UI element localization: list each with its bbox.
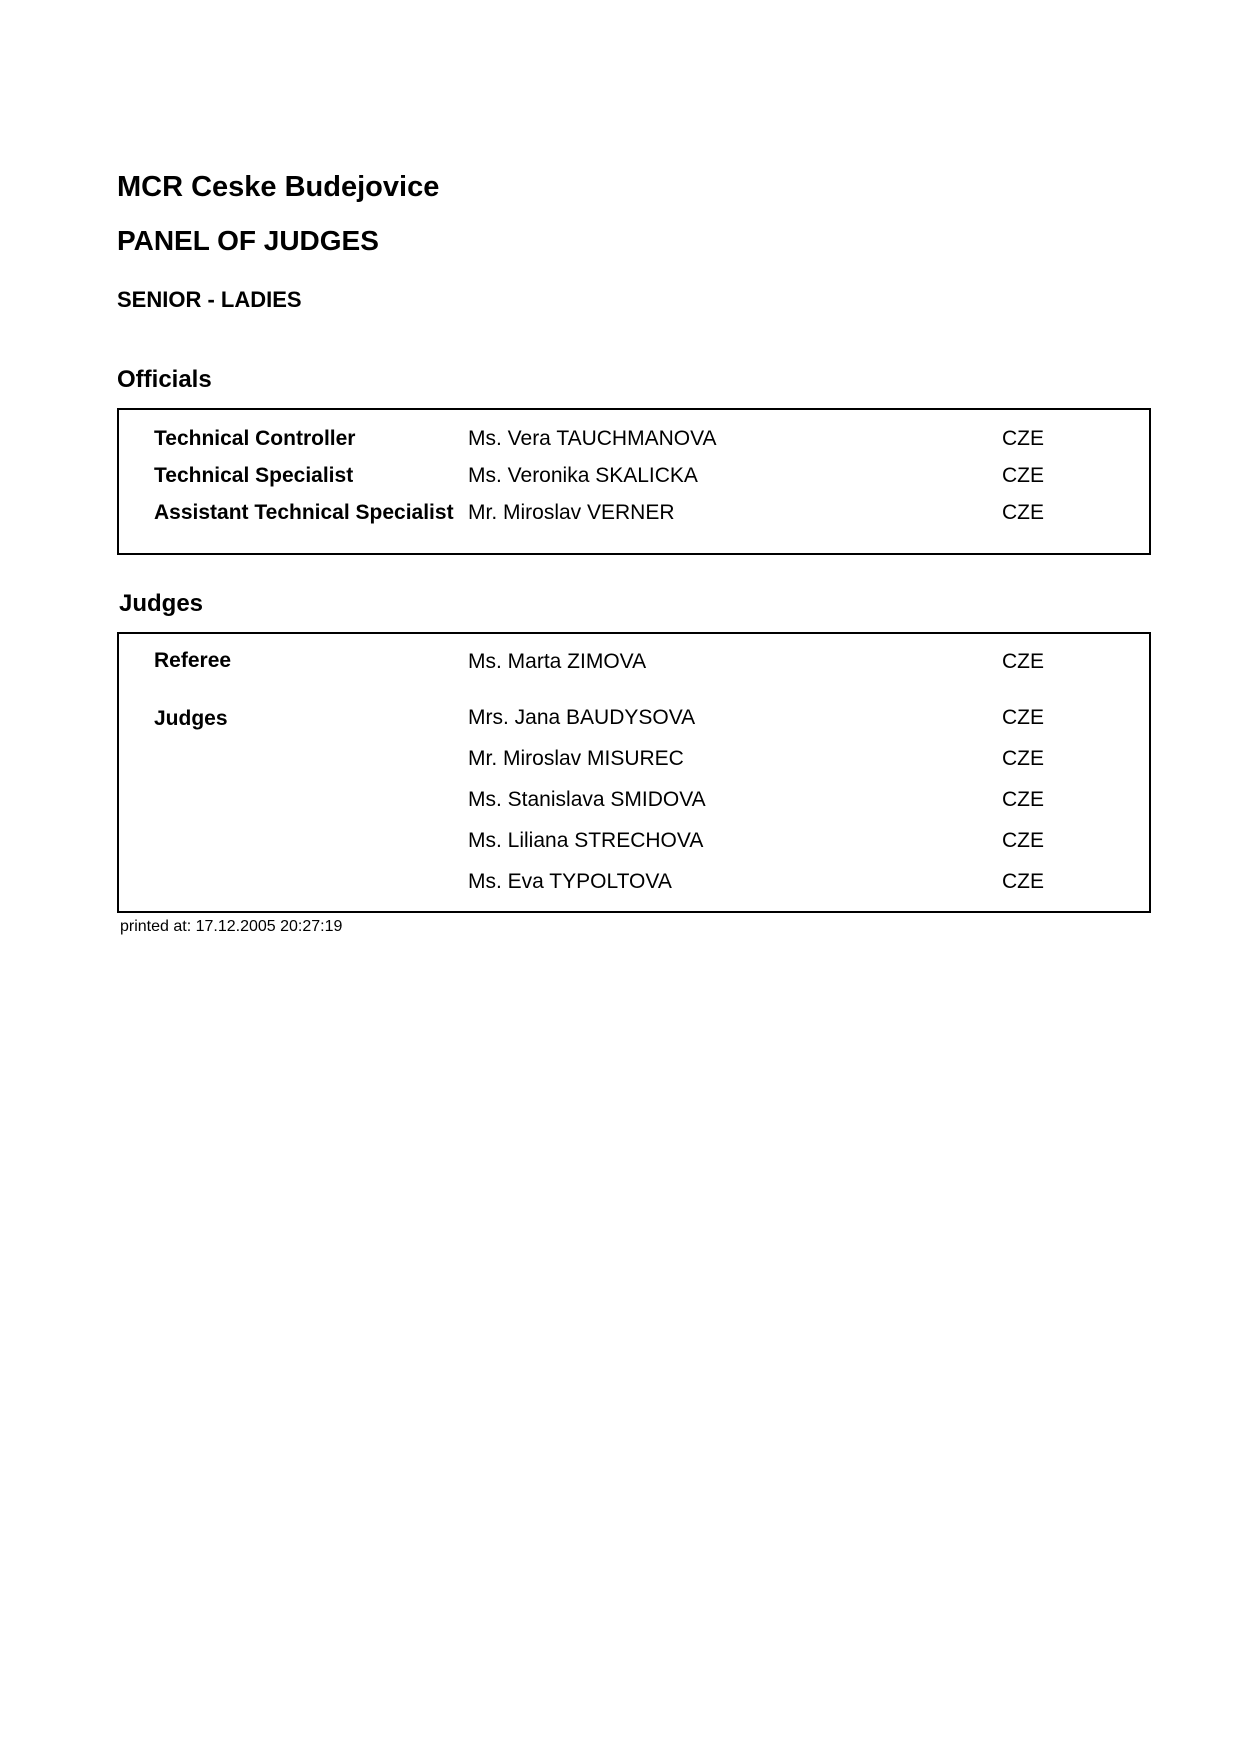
- official-role: Assistant Technical Specialist: [154, 501, 454, 524]
- official-role: Technical Specialist: [154, 464, 354, 487]
- referee-nation: CZE: [1002, 650, 1044, 673]
- judges-panel: [117, 632, 1151, 913]
- judge-nation: CZE: [1002, 829, 1044, 852]
- judge-nation: CZE: [1002, 747, 1044, 770]
- officials-heading: Officials: [117, 366, 212, 393]
- official-nation: CZE: [1002, 501, 1044, 524]
- official-nation: CZE: [1002, 427, 1044, 450]
- page-title: PANEL OF JUDGES: [117, 225, 379, 256]
- judge-nation: CZE: [1002, 788, 1044, 811]
- judge-name: Ms. Stanislava SMIDOVA: [468, 788, 706, 811]
- referee-role: Referee: [154, 649, 232, 672]
- official-role: Technical Controller: [154, 427, 356, 450]
- judge-name: Ms. Liliana STRECHOVA: [468, 829, 704, 852]
- judge-name: Ms. Eva TYPOLTOVA: [468, 870, 672, 893]
- judges-role-label: Judges: [154, 707, 228, 730]
- printed-at: printed at: 17.12.2005 20:27:19: [120, 918, 343, 935]
- referee-name: Ms. Marta ZIMOVA: [468, 650, 647, 673]
- official-nation: CZE: [1002, 464, 1044, 487]
- official-name: Mr. Miroslav VERNER: [468, 501, 675, 524]
- judge-nation: CZE: [1002, 706, 1044, 729]
- judge-nation: CZE: [1002, 870, 1044, 893]
- official-name: Ms. Veronika SKALICKA: [468, 464, 698, 487]
- judges-heading: Judges: [119, 590, 204, 617]
- officials-panel: [117, 408, 1151, 555]
- judge-name: Mr. Miroslav MISUREC: [468, 747, 684, 770]
- event-title: MCR Ceske Budejovice: [117, 171, 440, 203]
- category-title: SENIOR - LADIES: [117, 287, 302, 312]
- judge-name: Mrs. Jana BAUDYSOVA: [468, 706, 696, 729]
- official-name: Ms. Vera TAUCHMANOVA: [468, 427, 717, 450]
